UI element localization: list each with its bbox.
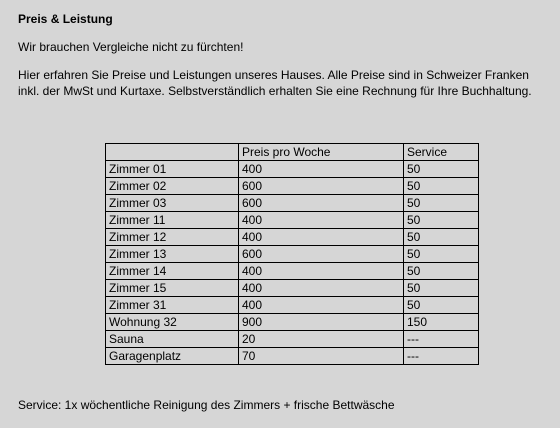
table-row (106, 348, 479, 365)
table-row (106, 229, 479, 246)
table-header-row (106, 144, 479, 161)
cell-service: 50 (404, 178, 479, 195)
cell-price: 400 (239, 263, 404, 280)
cell-name: Zimmer 12 (106, 229, 239, 246)
cell-name: Wohnung 32 (106, 314, 239, 331)
price-table (105, 143, 479, 365)
cell-service: --- (404, 348, 479, 365)
header-cell-name (106, 144, 239, 161)
table-row (106, 178, 479, 195)
cell-price: 600 (239, 195, 404, 212)
cell-price: 900 (239, 314, 404, 331)
cell-service: --- (404, 331, 479, 348)
table-row (106, 331, 479, 348)
cell-price: 400 (239, 229, 404, 246)
table-row (106, 212, 479, 229)
cell-price: 600 (239, 246, 404, 263)
cell-name: Zimmer 15 (106, 280, 239, 297)
table-row (106, 161, 479, 178)
cell-price: 20 (239, 331, 404, 348)
cell-price: 400 (239, 297, 404, 314)
cell-service: 150 (404, 314, 479, 331)
table-row (106, 246, 479, 263)
cell-service: 50 (404, 263, 479, 280)
header-cell-service: Service (404, 144, 479, 161)
header-cell-price: Preis pro Woche (239, 144, 404, 161)
cell-name: Zimmer 01 (106, 161, 239, 178)
cell-name: Sauna (106, 331, 239, 348)
cell-name: Zimmer 31 (106, 297, 239, 314)
table-row (106, 297, 479, 314)
table-row (106, 280, 479, 297)
cell-service: 50 (404, 229, 479, 246)
cell-name: Zimmer 03 (106, 195, 239, 212)
cell-name: Zimmer 13 (106, 246, 239, 263)
cell-price: 70 (239, 348, 404, 365)
table-row (106, 195, 479, 212)
cell-name: Zimmer 14 (106, 263, 239, 280)
cell-price: 600 (239, 178, 404, 195)
page-title: Preis & Leistung (18, 12, 113, 26)
cell-name: Zimmer 02 (106, 178, 239, 195)
cell-service: 50 (404, 212, 479, 229)
cell-name: Garagenplatz (106, 348, 239, 365)
description-text: Hier erfahren Sie Preise und Leistungen unseres Hauses. Alle Preise sind in Schweizer Franken inkl. der MwSt und Kurtaxe. Selbstverständlich erhalten Sie eine Rechnung für Ihre Buchhaltung. (18, 68, 532, 98)
cell-price: 400 (239, 212, 404, 229)
content-area (18, 11, 550, 99)
cell-service: 50 (404, 161, 479, 178)
table-row (106, 314, 479, 331)
cell-service: 50 (404, 280, 479, 297)
intro-text: Wir brauchen Vergleiche nicht zu fürchten! (18, 40, 244, 54)
service-note: Service: 1x wöchentliche Reinigung des Zimmers + frische Bettwäsche (18, 398, 395, 412)
cell-price: 400 (239, 280, 404, 297)
cell-price: 400 (239, 161, 404, 178)
cell-service: 50 (404, 297, 479, 314)
cell-service: 50 (404, 246, 479, 263)
table-row (106, 263, 479, 280)
cell-name: Zimmer 11 (106, 212, 239, 229)
table-body (106, 161, 479, 365)
cell-service: 50 (404, 195, 479, 212)
